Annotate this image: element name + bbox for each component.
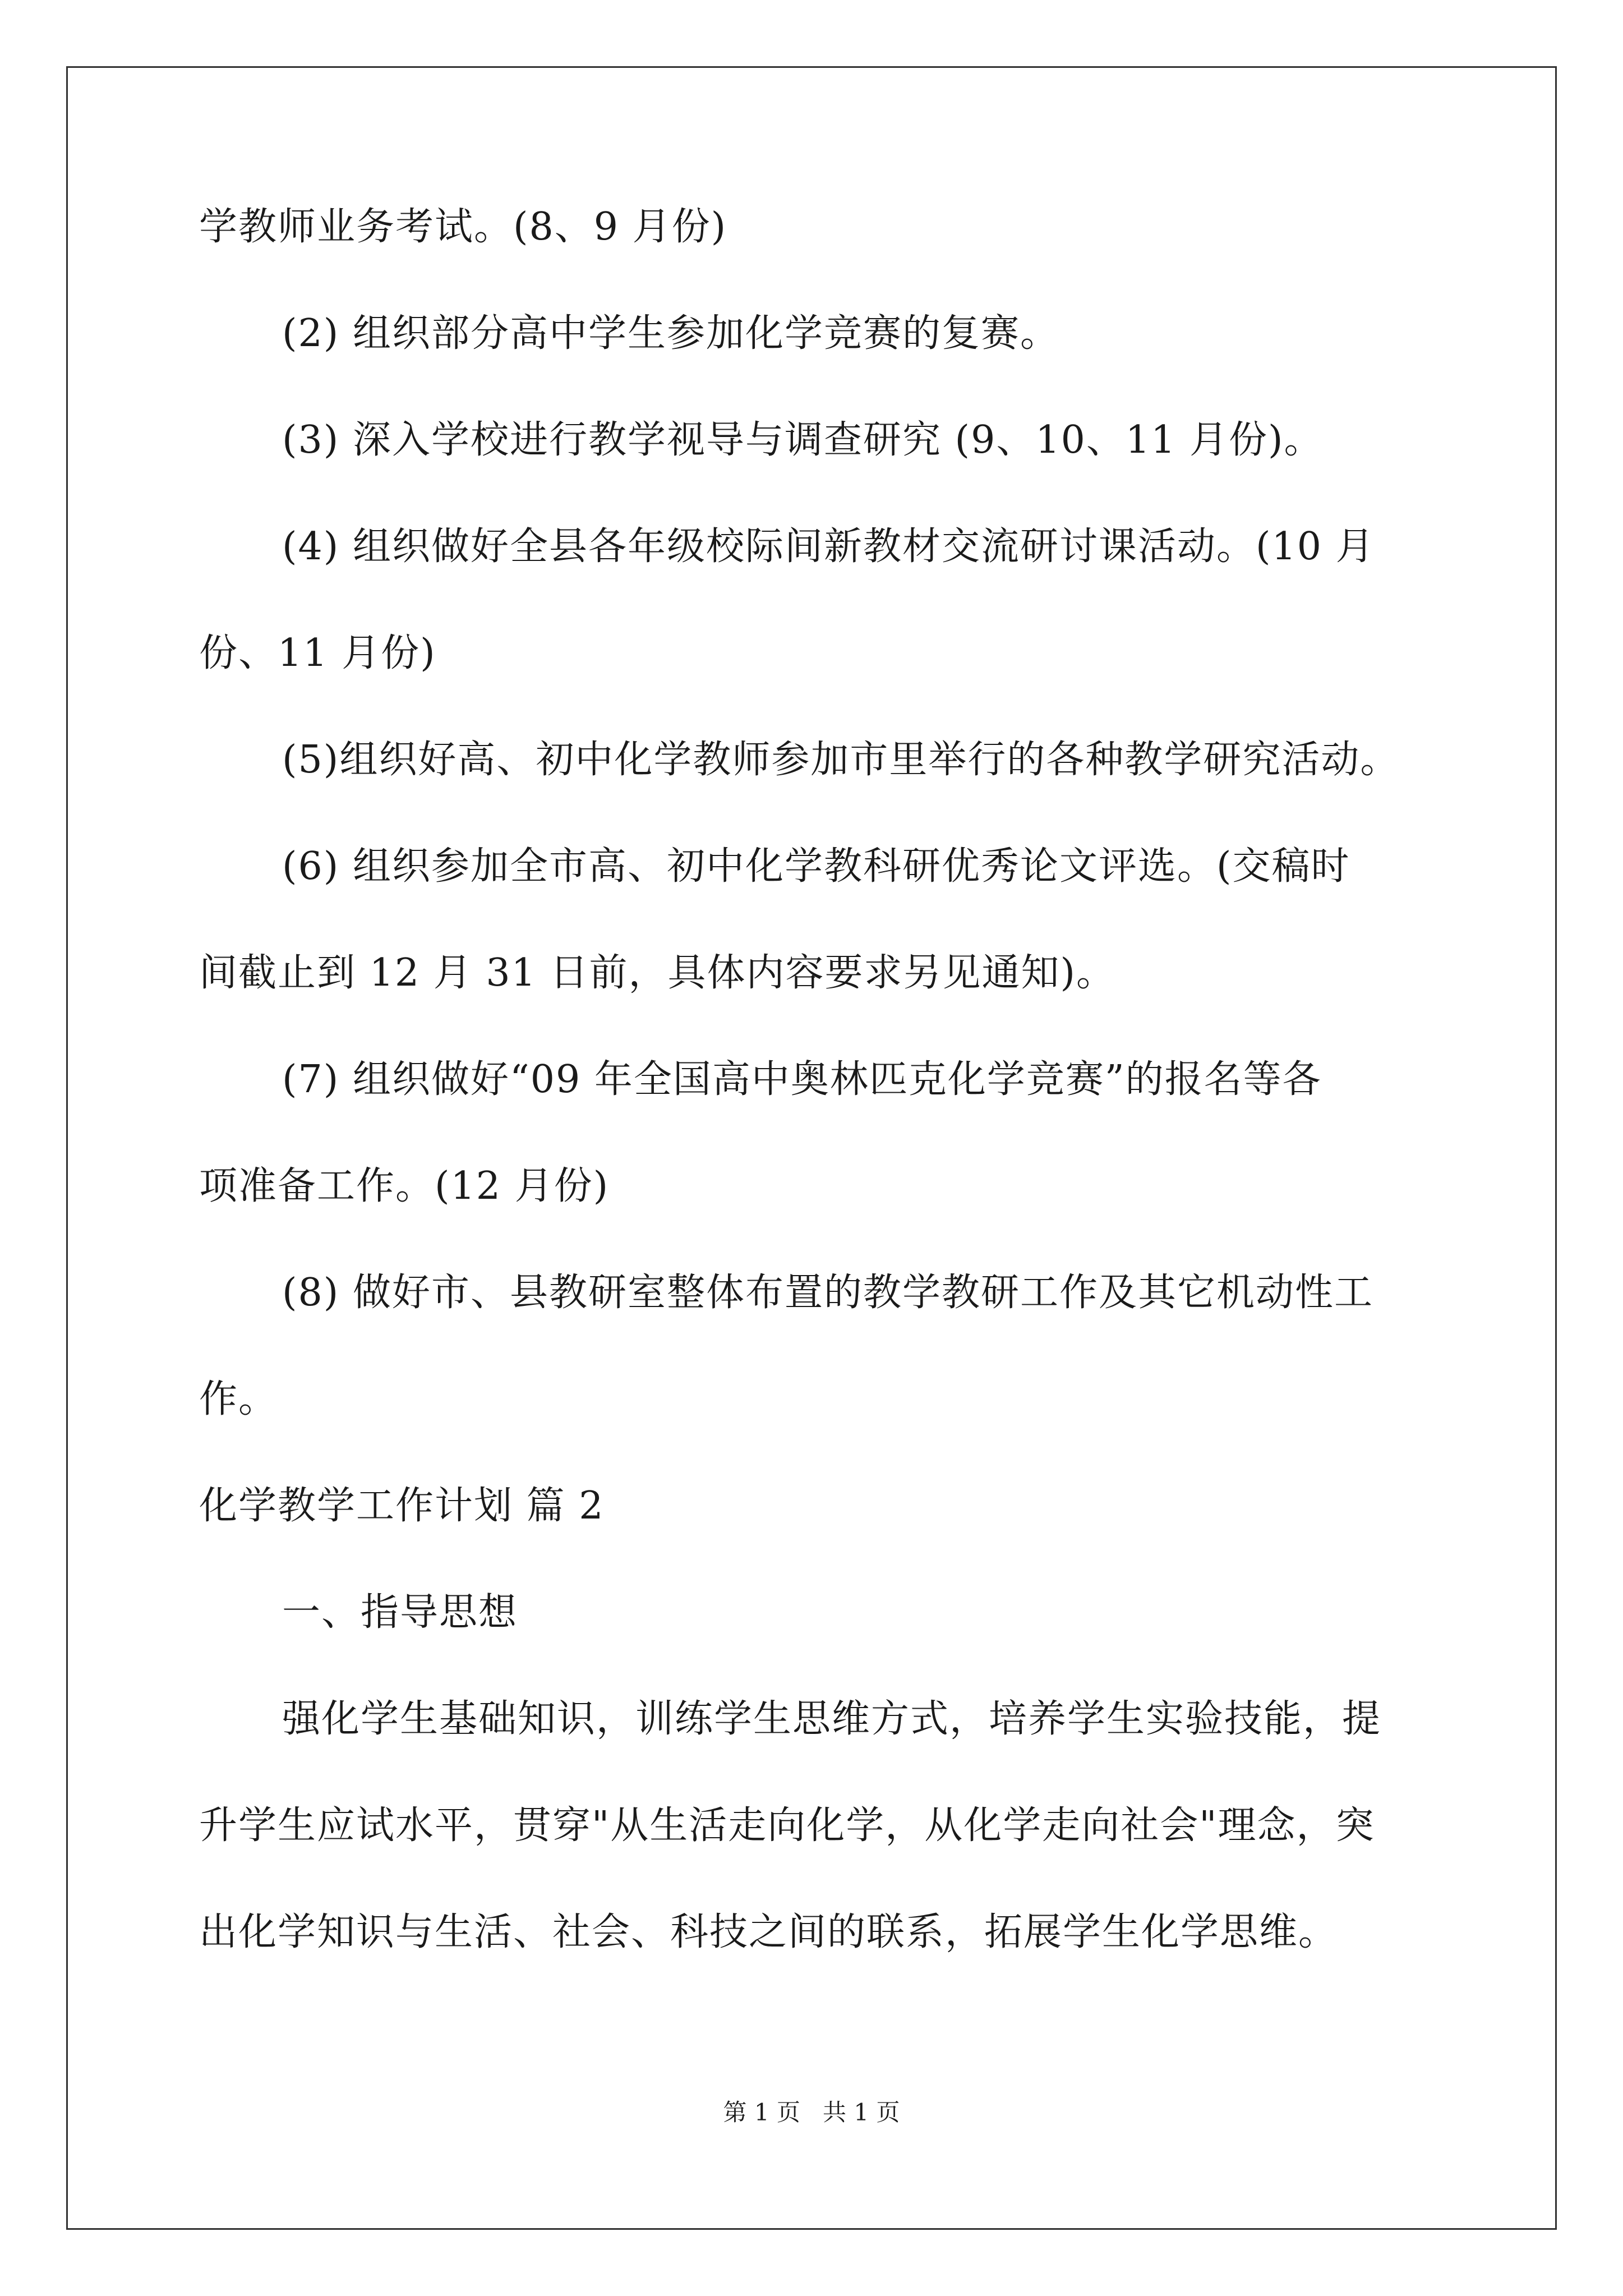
paragraph-line: 出化学知识与生活、社会、科技之间的联系，拓展学生化学思维。: [199, 1910, 1338, 1954]
list-item: (8) 做好市、县教研室整体布置的教学教研工作及其它机动性工: [282, 1271, 1373, 1315]
page-footer: 第 1 页 共 1 页: [723, 2099, 900, 2126]
paragraph-line: 强化学生基础知识，训练学生思维方式，培养学生实验技能，提: [282, 1697, 1382, 1741]
page-border: [66, 66, 1557, 2230]
list-item: (3) 深入学校进行教学视导与调查研究 (9、10、11 月份)。: [282, 418, 1324, 462]
text-line: 学教师业务考试。(8、9 月份): [199, 205, 727, 249]
text-line: 项准备工作。(12 月份): [199, 1164, 610, 1208]
list-item: (2) 组织部分高中学生参加化学竞赛的复赛。: [282, 311, 1059, 356]
paragraph-line: 升学生应试水平，贯穿"从生活走向化学，从化学走向社会"理念，突: [199, 1803, 1375, 1848]
section-heading: 化学教学工作计划 篇 2: [199, 1484, 605, 1528]
list-item: (5)组织好高、初中化学教师参加市里举行的各种教学研究活动。: [282, 738, 1400, 782]
text-line: 份、11 月份): [199, 631, 436, 675]
list-item: (7) 组织做好“09 年全国高中奥林匹克化学竞赛”的报名等各: [282, 1057, 1322, 1102]
subsection-heading: 一、指导思想: [282, 1590, 518, 1635]
list-item: (4) 组织做好全县各年级校际间新教材交流研讨课活动。(10 月: [282, 524, 1375, 569]
list-item: (6) 组织参加全市高、初中化学教科研优秀论文评选。(交稿时: [282, 844, 1350, 889]
text-line: 间截止到 12 月 31 日前，具体内容要求另见通知)。: [199, 951, 1116, 995]
text-line: 作。: [199, 1377, 278, 1421]
